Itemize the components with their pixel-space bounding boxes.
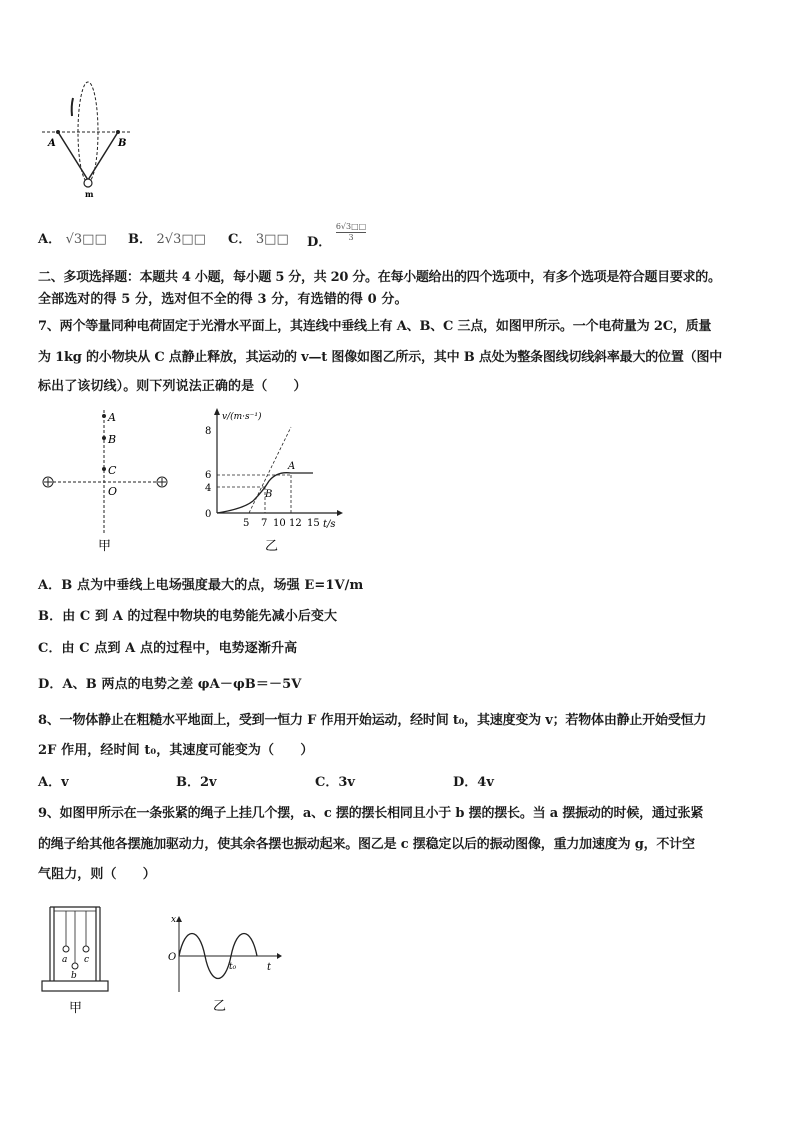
t0-label: t₀ [229, 962, 237, 972]
label-b: B [118, 138, 127, 149]
fig-label-o: O [108, 485, 118, 498]
label-a: A [48, 138, 56, 149]
option-letter: C． [228, 232, 252, 247]
fraction [336, 222, 366, 243]
pendulum-a-label: a [62, 955, 68, 965]
x-axis-label: t/s [323, 519, 336, 530]
prev-option-b [128, 228, 206, 247]
q9-figure-yi [165, 912, 285, 1017]
fig-label-b: B [108, 433, 117, 446]
q7-line-3: 标出了该切线）。则下列说法正确的是（ ） [38, 379, 307, 394]
q9-line-3: 气阻力，则（ ） [38, 867, 156, 882]
fraction-denominator: 3 [348, 233, 354, 242]
option-expr: 2√3□□ [156, 232, 206, 247]
pendulum-b-label: b [71, 971, 77, 981]
pendulum-c-label: c [84, 955, 90, 965]
q9-line-1: 9、如图甲所示在一条张紧的绳子上挂几个摆，a、c 摆的摆长相同且小于 b 摆的摆长。当 a 摆振动的时候，通过张紧 [38, 806, 704, 821]
option-expr: 3□□ [255, 232, 289, 247]
fig-caption: 甲 [98, 539, 112, 554]
x-axis-label: t [267, 962, 272, 973]
q7-option-d: D．A、B 两点的电势之差 φA－φB＝－5V [38, 677, 302, 692]
q8-line-1: 8、一物体静止在粗糙水平地面上，受到一恒力 F 作用开始运动，经时间 t₀，其速度变为 v；若物体由静止开始受恒力 [38, 713, 707, 728]
x-tick-12: 12 [289, 518, 302, 529]
q8-option-a: A．v [38, 775, 69, 790]
prev-option-c [228, 228, 289, 247]
option-letter: D． [307, 235, 332, 250]
pendulum-figure [38, 80, 138, 200]
point-a-label: A [288, 461, 296, 472]
point-b-label: B [265, 489, 273, 500]
y-tick-6: 6 [205, 470, 212, 481]
section-line-2: 全部选对的得 5 分，选对但不全的得 3 分，有选错的得 0 分。 [38, 292, 408, 307]
q8-option-d: D．4v [453, 775, 494, 790]
option-letter: A． [38, 232, 62, 247]
fig-caption: 乙 [265, 539, 279, 554]
x-tick-7: 7 [261, 518, 268, 529]
label-m: m [85, 189, 94, 199]
fig-label-a: A [108, 411, 116, 424]
fraction-numerator: 6√3□□ [335, 222, 367, 231]
q7-figure-yi [195, 405, 345, 555]
prev-option-a [38, 228, 107, 247]
q9-figure-jia [40, 903, 120, 1018]
prev-option-d [307, 222, 366, 250]
fig-caption: 乙 [213, 999, 227, 1014]
origin-label: O [168, 952, 177, 963]
x-tick-5: 5 [243, 518, 250, 529]
fig-caption: 甲 [69, 1001, 83, 1016]
y-tick-8: 8 [205, 426, 212, 437]
section-line-1: 二、多项选择题：本题共 4 小题，每小题 5 分，共 20 分。在每小题给出的四个选项中，有多个选项是符合题目要求的。 [38, 270, 721, 285]
q7-option-b: B．由 C 到 A 的过程中物块的电势能先减小后变大 [38, 609, 338, 624]
q7-option-a: A．B 点为中垂线上电场强度最大的点，场强 E=1V/m [38, 578, 364, 593]
q8-option-c: C．3v [315, 775, 355, 790]
y-axis-label: x [171, 915, 177, 925]
x-tick-15: 15 [307, 518, 320, 529]
q7-option-c: C．由 C 点到 A 点的过程中，电势逐渐升高 [38, 641, 298, 656]
fig-label-c: C [108, 464, 117, 477]
q8-option-b: B．2v [176, 775, 217, 790]
q7-figure-jia [40, 405, 180, 555]
origin-label: 0 [205, 509, 212, 520]
y-axis-label: v/(m·s⁻¹) [222, 412, 262, 422]
q8-line-2: 2F 作用，经时间 t₀，其速度可能变为（ ） [38, 743, 314, 758]
q7-line-1: 7、两个等量同种电荷固定于光滑水平面上，其连线中垂线上有 A、B、C 三点，如图甲所示。一个电荷量为 2C，质量 [38, 319, 712, 334]
x-tick-10: 10 [273, 518, 286, 529]
option-letter: B． [128, 232, 152, 247]
q7-line-2: 为 1kg 的小物块从 C 点静止释放，其运动的 v—t 图像如图乙所示，其中 B 点处为整条图线切线斜率最大的位置（图中 [38, 350, 723, 365]
option-expr: √3□□ [65, 232, 107, 247]
q9-line-2: 的绳子给其他各摆施加驱动力，使其余各摆也振动起来。图乙是 c 摆稳定以后的振动图像，重力加速度为 g，不计空 [38, 837, 695, 852]
y-tick-4: 4 [205, 483, 212, 494]
